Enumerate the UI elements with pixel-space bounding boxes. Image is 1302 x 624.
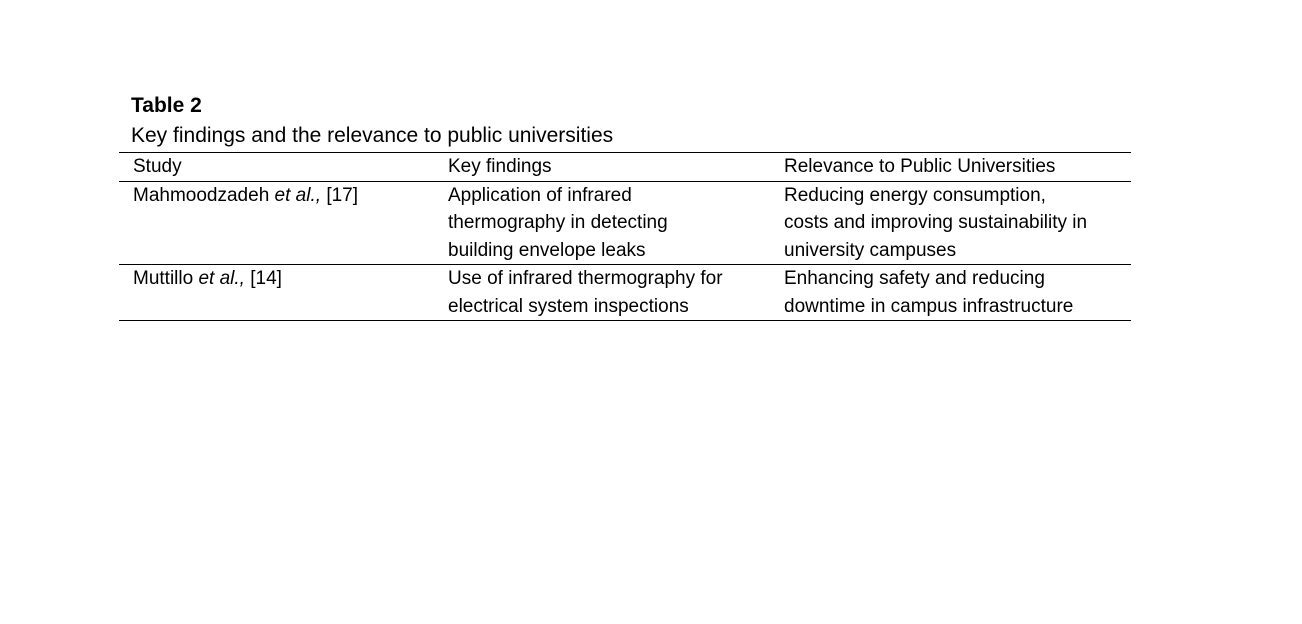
relevance-line: costs and improving sustainability in	[784, 212, 1088, 233]
study-ref: [17]	[326, 184, 359, 206]
table-header-row	[119, 153, 1131, 182]
findings-line: building envelope leaks	[448, 239, 646, 261]
findings-cell	[434, 265, 770, 321]
table-label: Table 2	[131, 94, 202, 117]
header-study: Study	[119, 153, 434, 182]
table-caption: Key findings and the relevance to public universities	[131, 124, 614, 147]
study-etal: et al.,	[274, 184, 322, 206]
study-author: Mahmoodzadeh	[133, 184, 270, 206]
study-cell	[119, 265, 434, 321]
table-row	[119, 265, 1131, 321]
table-block	[119, 92, 1131, 321]
table-row	[119, 181, 1131, 265]
study-etal: et al.,	[198, 268, 245, 289]
findings-line: Application of infrared	[448, 184, 632, 206]
findings-cell	[434, 181, 770, 265]
study-cell	[119, 181, 434, 265]
study-author: Muttillo	[133, 268, 194, 289]
relevance-line: Enhancing safety and reducing	[784, 268, 1045, 289]
relevance-line: university campuses	[784, 239, 957, 261]
findings-line: Use of infrared thermography for	[448, 268, 723, 289]
relevance-cell	[770, 181, 1131, 265]
findings-table	[119, 152, 1131, 321]
findings-line: thermography in detecting	[448, 212, 668, 233]
relevance-line: Reducing energy consumption,	[784, 184, 1046, 206]
study-ref: [14]	[250, 268, 282, 289]
header-key-findings: Key findings	[434, 153, 770, 182]
findings-line: electrical system inspections	[448, 295, 689, 317]
relevance-line: downtime in campus infrastructure	[784, 295, 1074, 317]
relevance-cell	[770, 265, 1131, 321]
header-relevance: Relevance to Public Universities	[770, 153, 1131, 182]
